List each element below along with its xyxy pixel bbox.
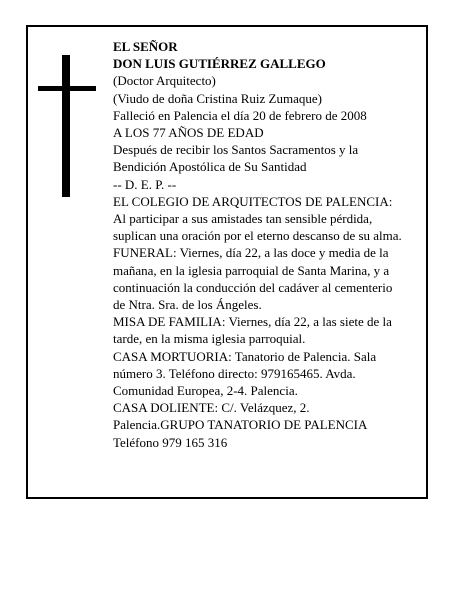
rip: -- D. E. P. -- — [113, 176, 177, 192]
mourning-house-line-2: Palencia.GRUPO TANATORIO DE PALENCIA — [113, 417, 368, 433]
widower-note: (Viudo de doña Cristina Ruiz Zumaque) — [113, 90, 322, 106]
funeral-line-1: FUNERAL: Viernes, día 22, a las doce y media de la — [113, 245, 389, 261]
funeral-line-3: continuación la conducción del cadáver al cementerio — [113, 279, 393, 295]
mortuary-line-1: CASA MORTUORIA: Tanatorio de Palencia. Sala — [113, 348, 377, 364]
mortuary-line-3: Comunidad Europea, 2-4. Palencia. — [113, 383, 298, 399]
mourning-house-line-1: CASA DOLIENTE: C/. Velázquez, 2. — [113, 400, 310, 416]
family-mass-line-1: MISA DE FAMILIA: Viernes, día 22, a las siete de la — [113, 314, 392, 330]
mortuary-line-2: número 3. Teléfono directo: 979165465. Avda. — [113, 365, 356, 381]
age: A LOS 77 AÑOS DE EDAD — [113, 125, 264, 141]
college-message-1: Al participar a sus amistades tan sensible pérdida, — [113, 211, 373, 227]
phone: Teléfono 979 165 316 — [113, 434, 228, 450]
death-date: Falleció en Palencia el día 20 de febrero de 2008 — [113, 107, 367, 123]
cross-icon-bar — [38, 86, 96, 91]
family-mass-line-2: tarde, en la misma iglesia parroquial. — [113, 331, 306, 347]
funeral-line-4: de Ntra. Sra. de los Ángeles. — [113, 297, 262, 313]
cross-icon — [62, 55, 70, 197]
title-line: EL SEÑOR — [113, 39, 178, 54]
sacraments-line-1: Después de recibir los Santos Sacramentos y la — [113, 142, 359, 158]
funeral-line-2: mañana, en la iglesia parroquial de Santa Marina, y a — [113, 262, 390, 278]
obituary-text — [113, 38, 425, 451]
profession: (Doctor Arquitecto) — [113, 73, 216, 89]
college-heading: EL COLEGIO DE ARQUITECTOS DE PALENCIA: — [113, 193, 393, 209]
college-message-2: suplican una oración por el eterno descanso de su alma. — [113, 228, 402, 244]
sacraments-line-2: Bendición Apostólica de Su Santidad — [113, 159, 307, 175]
deceased-name: DON LUIS GUTIÉRREZ GALLEGO — [113, 56, 326, 72]
